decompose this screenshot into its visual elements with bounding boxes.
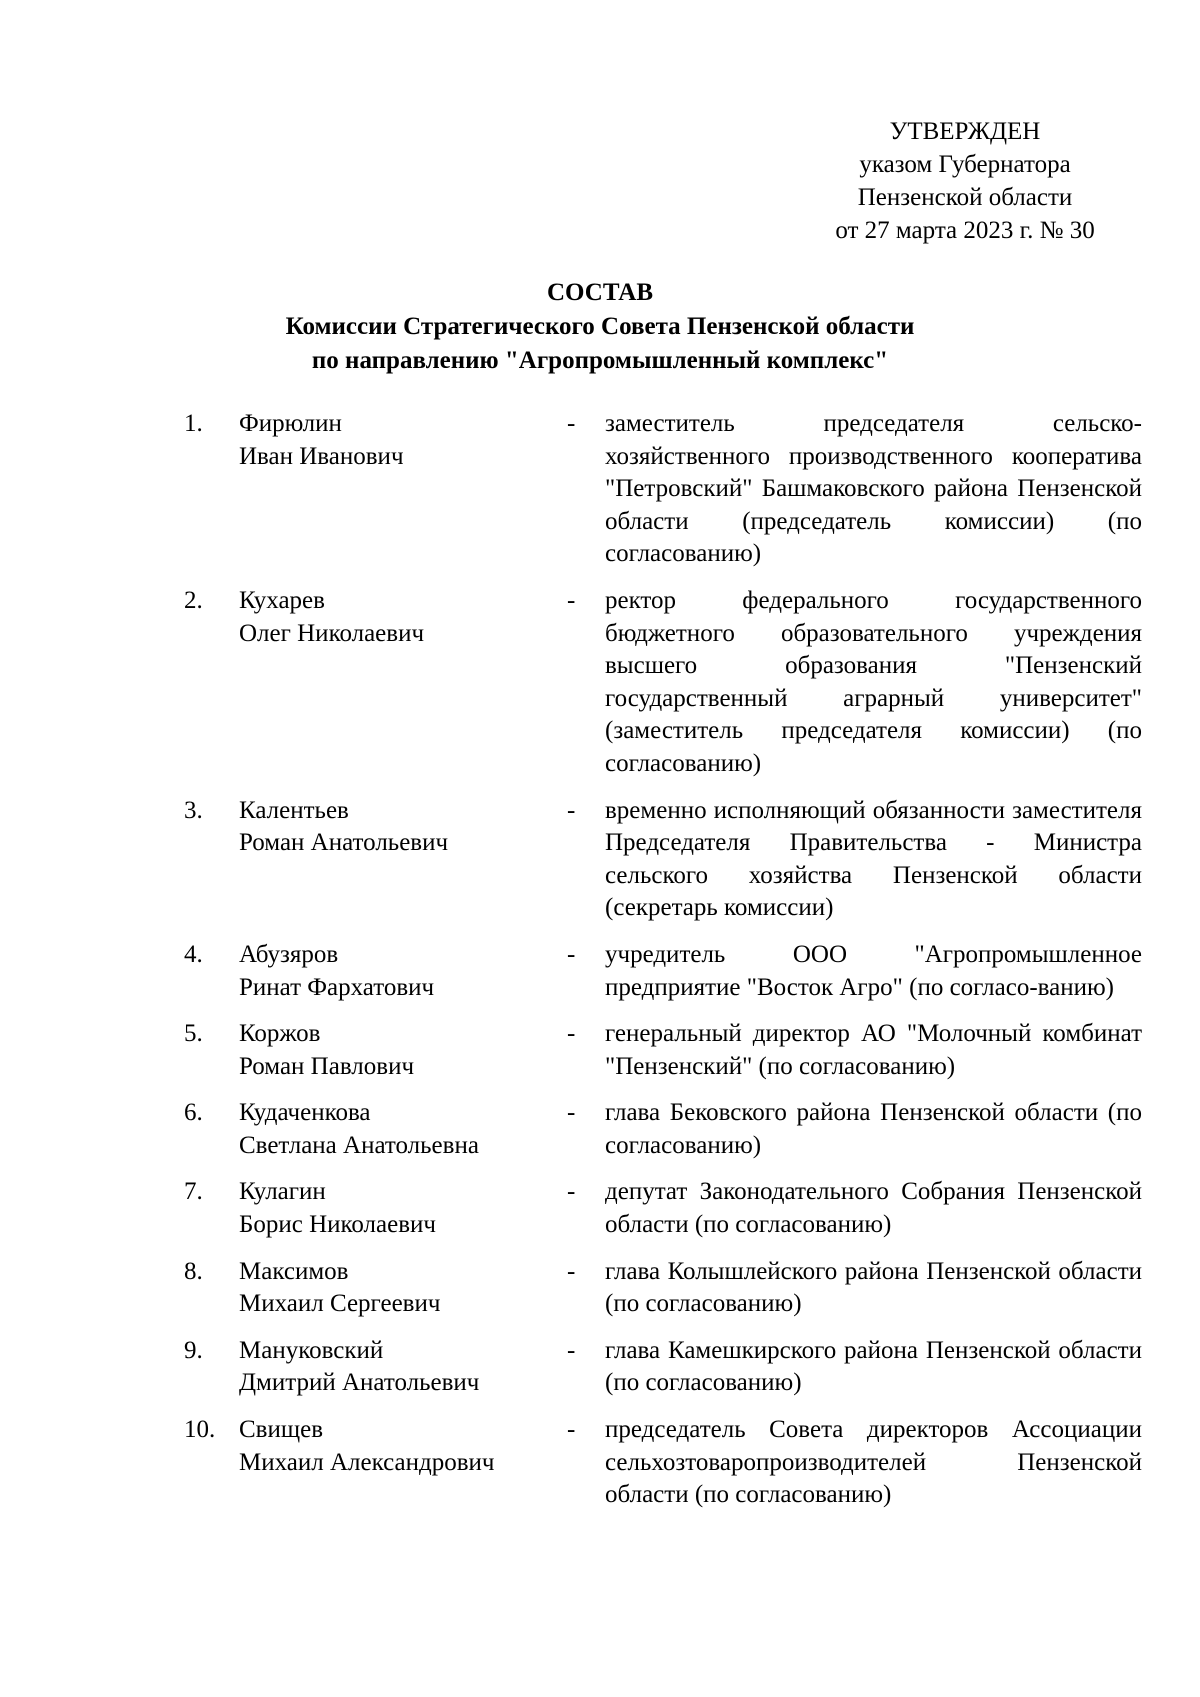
list-item (0, 1097, 1200, 1162)
approval-stamp (815, 115, 1115, 247)
list-item (0, 1335, 1200, 1400)
member-surname: Кулагин (239, 1178, 326, 1206)
member-number: 6. (184, 1099, 203, 1127)
member-given-names: Дмитрий Анатольевич (239, 1369, 480, 1397)
list-item (0, 939, 1200, 1004)
member-surname: Свищев (239, 1416, 324, 1444)
approval-line-approved: УТВЕРЖДЕН (889, 118, 1041, 145)
member-name (239, 1097, 569, 1162)
member-given-names: Роман Павлович (239, 1052, 415, 1080)
member-given-names: Михаил Сергеевич (239, 1290, 441, 1318)
member-surname: Калентьев (239, 796, 349, 824)
member-role: председатель Совета директоров Ассоциации сельхозтоваропроизводителей Пензенской области (по согласованию) (605, 1416, 1142, 1509)
member-number: 9. (184, 1336, 203, 1364)
member-given-names: Борис Николаевич (239, 1211, 436, 1239)
member-number: 4. (184, 940, 203, 968)
member-given-names: Иван Иванович (239, 442, 404, 470)
member-given-names: Михаил Александрович (239, 1448, 495, 1476)
member-role: учредитель ООО "Агропромышленное предприятие "Восток Агро" (по согласо-ванию) (605, 940, 1142, 1001)
member-number: 10. (184, 1416, 216, 1444)
member-role: глава Камешкирского района Пензенской области (по согласованию) (605, 1336, 1142, 1397)
member-number: 8. (184, 1257, 203, 1285)
member-number: 2. (184, 586, 203, 614)
member-surname: Коржов (239, 1020, 321, 1048)
members-list (0, 408, 1200, 1512)
approval-line-date: от 27 марта 2023 г. № 30 (835, 217, 1095, 244)
list-item (0, 795, 1200, 925)
member-dash: - (567, 1257, 576, 1285)
member-role: глава Бековского района Пензенской области (по согласованию) (605, 1099, 1142, 1159)
member-given-names: Роман Анатольевич (239, 829, 449, 857)
member-name (239, 1414, 569, 1479)
member-name (239, 1018, 569, 1083)
list-item (0, 1176, 1200, 1241)
member-dash: - (567, 410, 576, 437)
member-given-names: Светлана Анатольевна (239, 1131, 479, 1159)
member-surname: Абузяров (239, 940, 339, 968)
approval-line-decree: указом Губернатора (859, 151, 1071, 178)
member-name (239, 1256, 569, 1321)
member-dash: - (567, 796, 576, 824)
member-name (239, 585, 569, 650)
member-dash: - (567, 1336, 576, 1364)
member-role: генеральный директор АО "Молочный комбинат "Пензенский" (по согласованию) (605, 1020, 1142, 1080)
member-number: 3. (184, 796, 203, 824)
member-number: 1. (184, 410, 203, 437)
member-given-names: Олег Николаевич (239, 619, 425, 647)
member-number: 5. (184, 1020, 203, 1048)
member-role: глава Колышлейского района Пензенской области (по согласованию) (605, 1257, 1142, 1318)
list-item (0, 1018, 1200, 1083)
title-commission: Комиссии Стратегического Совета Пензенской области (285, 313, 915, 340)
member-name (239, 939, 569, 1004)
member-dash: - (567, 1099, 576, 1127)
member-name (239, 408, 569, 473)
member-role: временно исполняющий обязанности заместителя Председателя Правительства - Министра сельского хозяйства Пензенской области (секретарь комиссии) (605, 796, 1142, 922)
member-name (239, 1176, 569, 1241)
member-role: ректор федерального государственного бюджетного образовательного учреждения высшего образования "Пензенский государственный аграрный университет" (заместитель председателя комиссии) (по согласованию) (605, 586, 1142, 777)
member-dash: - (567, 1416, 576, 1444)
member-role: депутат Законодательного Собрания Пензенской области (по согласованию) (605, 1178, 1142, 1239)
list-item (0, 408, 1200, 571)
list-item (0, 1414, 1200, 1512)
member-surname: Кудаченкова (239, 1099, 371, 1127)
member-name (239, 795, 569, 860)
document-title (140, 276, 1060, 378)
title-direction: по направлению "Агропромышленный комплекс" (311, 347, 889, 374)
member-dash: - (567, 1020, 576, 1048)
member-given-names: Ринат Фархатович (239, 973, 435, 1001)
list-item (0, 1256, 1200, 1321)
member-dash: - (567, 940, 576, 968)
member-dash: - (567, 586, 576, 614)
member-role: заместитель председателя сельско-хозяйственного производственного кооператива "Петровский" Башмаковского района Пензенской области (председатель комиссии) (по согласованию) (605, 410, 1142, 568)
member-name (239, 1335, 569, 1400)
member-surname: Кухарев (239, 586, 325, 614)
member-surname: Максимов (239, 1257, 349, 1285)
title-heading: СОСТАВ (546, 279, 654, 306)
member-number: 7. (184, 1178, 203, 1206)
member-surname: Фирюлин (239, 410, 342, 437)
member-surname: Мануковский (239, 1336, 384, 1364)
list-item (0, 585, 1200, 781)
member-dash: - (567, 1178, 576, 1206)
approval-line-region: Пензенской области (857, 184, 1073, 211)
